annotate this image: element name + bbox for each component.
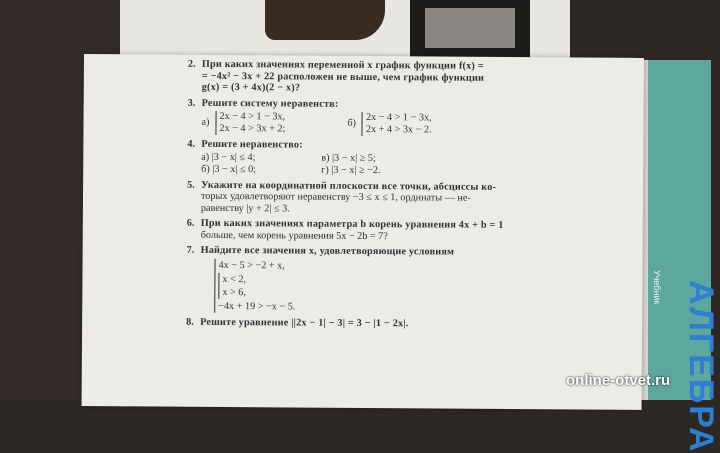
problem-text-line: g(x) = (3 + 4x)(2 − x)? <box>201 81 301 94</box>
textbook-subtitle: Учебник <box>652 270 662 305</box>
problem-6 <box>186 217 641 244</box>
problem-title: Решите неравенство: <box>201 138 303 151</box>
problem-title: Найдите все значения x, удовлетворяющие условиям <box>200 244 455 258</box>
condition-line: −4x + 19 > −x − 5. <box>218 300 296 312</box>
condition-line: x > 6, <box>222 286 246 298</box>
problem-number: 8. <box>186 316 194 328</box>
system-line: 2x − 4 > 1 − 3x, <box>365 111 432 124</box>
book-top <box>120 0 570 62</box>
problem-4 <box>187 138 641 179</box>
problem-text-line: торых удовлетворяют неравенству −3 ≤ x ≤ 1, ординаты — не- <box>200 190 471 204</box>
system-pair <box>201 111 641 138</box>
problem-parts <box>201 151 641 178</box>
part-d: г) |3 − x| ≥ −2. <box>321 164 381 177</box>
system-line: 2x − 4 > 3x + 2; <box>219 122 286 135</box>
problem-text-line: равенству |y + 2| ≤ 3. <box>200 202 290 214</box>
problem-title: Решите систему неравенств: <box>201 97 339 110</box>
book-top-photo-inner <box>425 8 515 48</box>
problem-number: 7. <box>186 244 195 256</box>
problem-number: 5. <box>187 179 195 191</box>
problem-text-line: При каких значениях параметра b корень уравнения 4x + b = 1 <box>200 217 504 231</box>
problem-title: Решите уравнение ||2x − 1| − 3| = 3 − |1 − 2x|. <box>200 316 409 329</box>
condition-system <box>214 258 640 315</box>
watermark: online-otvet.ru <box>566 372 671 389</box>
problem-text-line: больше, чем корень уравнения 5x − 2b = 7? <box>200 229 388 242</box>
problem-8 <box>186 316 640 331</box>
condition-line: x < 2, <box>222 273 247 285</box>
textbook-title: АЛГЕБРА <box>682 280 720 453</box>
problem-text-line: Укажите на координатной плоскости все точки, абсциссы ко- <box>201 179 497 193</box>
condition-subsystem <box>218 272 640 301</box>
part-b: б) |3 − x| ≤ 0; <box>201 163 257 176</box>
book-top-dark-area <box>265 0 385 40</box>
problem-number: 2. <box>187 58 196 70</box>
problem-2 <box>187 58 642 97</box>
worksheet-page <box>82 54 644 410</box>
system-a <box>215 111 285 135</box>
part-c: в) |3 − x| ≥ 5; <box>321 152 376 164</box>
problem-5 <box>187 179 641 217</box>
condition-line: 4x − 5 > −2 + x, <box>218 259 285 271</box>
problem-3 <box>187 97 641 138</box>
worksheet-content <box>186 58 642 335</box>
part-label: а) <box>201 117 210 129</box>
system-b <box>362 112 432 136</box>
system-line: 2x + 4 > 3x − 2. <box>365 123 432 136</box>
problem-text-line: При каких значениях переменной x график функции f(x) = <box>201 58 484 72</box>
problem-number: 3. <box>187 97 196 109</box>
problem-number: 4. <box>187 138 196 150</box>
problem-number: 6. <box>186 217 195 229</box>
problem-7 <box>186 244 640 316</box>
system-line: 2x − 4 > 1 − 3x, <box>219 110 286 123</box>
part-a: а) |3 − x| ≤ 4; <box>201 151 256 163</box>
part-label: б) <box>347 118 356 130</box>
problem-text-line: = −4x² − 3x + 22 расположен не выше, чем график функции <box>201 70 485 84</box>
